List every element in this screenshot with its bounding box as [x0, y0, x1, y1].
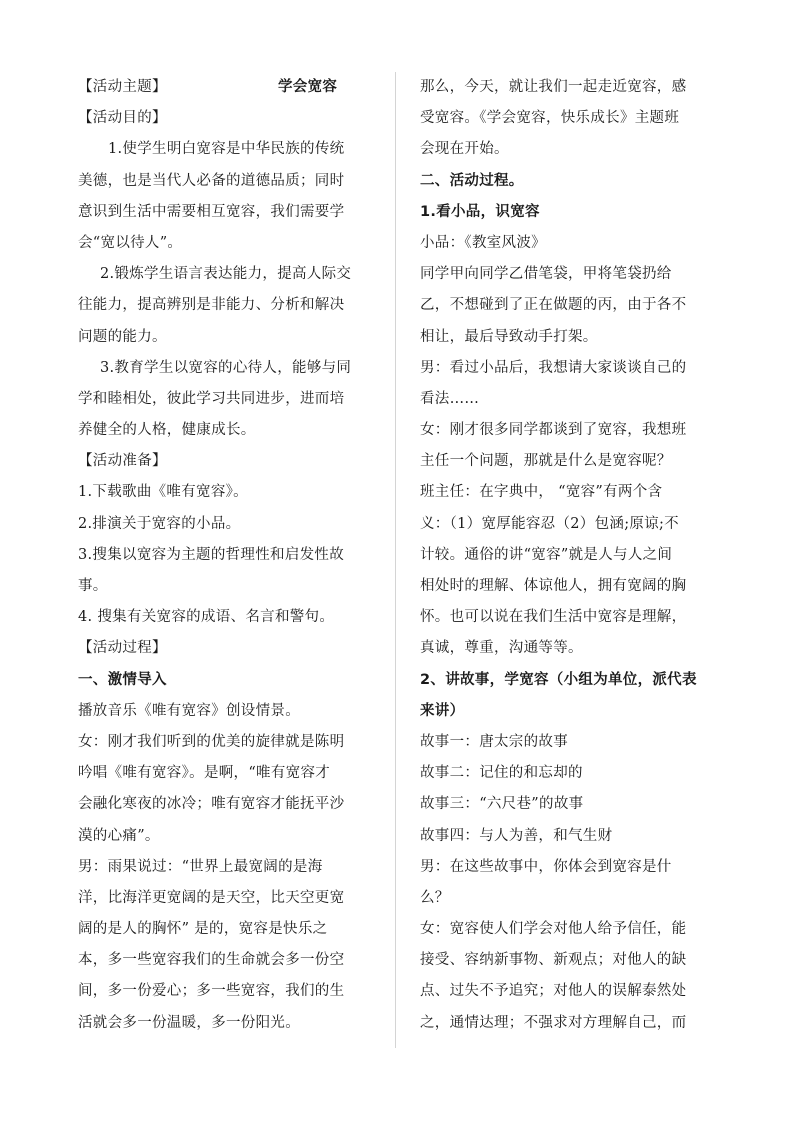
- prep-line: 4. 搜集有关宽容的成语、名言和警句。: [78, 609, 335, 626]
- sub2-line: 故事四：与人为善，和气生财: [420, 827, 613, 844]
- sub1-line: 相处时的理解、体谅他人，拥有宽阔的胸: [420, 578, 687, 594]
- section1-line: 吟唱《唯有宽容》。是啊，“唯有宽容才: [78, 765, 331, 782]
- sub2-line: 之，通情达理；不强求对方理解自己，而: [420, 1014, 687, 1031]
- section1-line: 洋，比海洋更宽阔的是天空，比天空更宽: [78, 889, 345, 906]
- section1-line: 阔的是人的胸怀” 是的，宽容是快乐之: [78, 921, 328, 938]
- section1-line: 本，多一些宽容我们的生命就会多一份空: [78, 952, 345, 969]
- section2-heading: 二、活动过程。: [420, 172, 524, 189]
- sub2-line: 故事一：唐太宗的故事: [420, 733, 568, 750]
- prep-line: 2.排演关于宽容的小品。: [78, 515, 241, 532]
- section1-line: 播放音乐《唯有宽容》创设情景。: [78, 702, 300, 719]
- section1-line: 漠的心痛”。: [78, 827, 160, 844]
- purpose-line: 1.使学生明白宽容是中华民族的传统: [108, 141, 345, 158]
- prep-line: 事。: [78, 578, 108, 594]
- intro-line: 会现在开始。: [420, 141, 509, 158]
- sub1-line: 义：（1）宽厚能容忍（2）包涵;原谅;不: [420, 515, 679, 532]
- sub1-line: 男：看过小品后，我想请大家谈谈自己的: [420, 359, 687, 376]
- sub1-line: 小品：《教室风波》: [420, 234, 546, 251]
- left-column: [78, 72, 378, 1039]
- prep-line: 3.搜集以宽容为主题的哲理性和启发性故: [78, 546, 345, 563]
- sub2-line: 点、过失不予追究；对他人的误解泰然处: [420, 983, 687, 1000]
- sub2-line: 么？: [420, 889, 450, 906]
- section1-line: 会融化寒夜的冰冷；唯有宽容才能抚平沙: [78, 796, 345, 813]
- sub1-line: 计较。通俗的讲“宽容”就是人与人之间: [420, 546, 673, 563]
- purpose-line: 意识到生活中需要相互宽容，我们需要学: [78, 203, 345, 220]
- sub1-line: 主任一个问题，那就是什么是宽容呢？: [420, 453, 672, 470]
- purpose-line: 往能力，提高辨别是非能力、分析和解决: [78, 297, 345, 314]
- sub2-heading: 2、讲故事，学宽容（小组为单位，派代表: [420, 671, 697, 688]
- sub1-line: 怀。也可以说在我们生活中宽容是理解，: [420, 609, 687, 626]
- purpose-line: 养健全的人格，健康成长。: [78, 422, 256, 439]
- intro-line: 那么，今天，就让我们一起走近宽容，感: [420, 79, 687, 95]
- section1-line: 间，多一份爱心；多一些宽容，我们的生: [78, 983, 345, 1000]
- purpose-line: 学和睦相处，彼此学习共同进步，进而培: [78, 390, 345, 407]
- sub2-line: 接受、容纳新事物、新观点；对他人的缺: [420, 952, 687, 969]
- sub1-line: 真诚，尊重，沟通等等。: [420, 640, 583, 657]
- purpose-line: 3.教育学生以宽容的心待人，能够与同: [100, 359, 352, 376]
- purpose-line: 美德，也是当代人必备的道德品质；同时: [78, 172, 345, 189]
- sub2-heading: 来讲）: [420, 702, 465, 719]
- section1-line: 男：雨果说过：“世界上最宽阔的是海: [78, 858, 323, 875]
- purpose-label: 【活动目的】: [78, 110, 167, 127]
- sub1-heading: 1.看小品，识宽容: [420, 203, 540, 220]
- sub2-line: 故事二：记住的和忘却的: [420, 765, 583, 782]
- sub1-line: 女：刚才很多同学都谈到了宽容，我想班: [420, 422, 687, 439]
- process-label: 【活动过程】: [78, 640, 167, 657]
- sub2-line: 女：宽容使人们学会对他人给予信任，能: [420, 921, 687, 938]
- prep-line: 1.下载歌曲《唯有宽容》。: [78, 484, 248, 501]
- purpose-line: 2.锻炼学生语言表达能力，提高人际交: [100, 266, 352, 283]
- purpose-line: 会“宽以待人”。: [78, 234, 183, 251]
- sub1-line: 乙，不想碰到了正在做题的丙，由于各不: [420, 297, 687, 314]
- sub1-line: 班主任：在字典中， “宽容”有两个含: [420, 484, 663, 501]
- prep-label: 【活动准备】: [78, 453, 167, 470]
- section1-heading: 一、激情导入: [78, 671, 167, 688]
- intro-line: 受宽容。《学会宽容，快乐成长》主题班: [420, 110, 680, 127]
- section1-line: 活就会多一份温暖，多一份阳光。: [78, 1014, 300, 1031]
- right-column: [420, 72, 720, 1039]
- column-divider: [395, 72, 396, 1048]
- sub2-line: 男：在这些故事中，你体会到宽容是什: [420, 858, 672, 875]
- sub1-line: 相让，最后导致动手打架。: [420, 328, 598, 345]
- purpose-line: 问题的能力。: [78, 328, 167, 345]
- sub1-line: 看法……: [420, 390, 480, 407]
- document-title: 学会宽容: [278, 79, 338, 95]
- sub1-line: 同学甲向同学乙借笔袋，甲将笔袋扔给: [420, 266, 672, 283]
- sub2-line: 故事三：“六尺巷”的故事: [420, 796, 584, 813]
- theme-label: 【活动主题】: [78, 79, 167, 95]
- theme-row: [78, 72, 378, 103]
- section1-line: 女：刚才我们听到的优美的旋律就是陈明: [78, 733, 345, 750]
